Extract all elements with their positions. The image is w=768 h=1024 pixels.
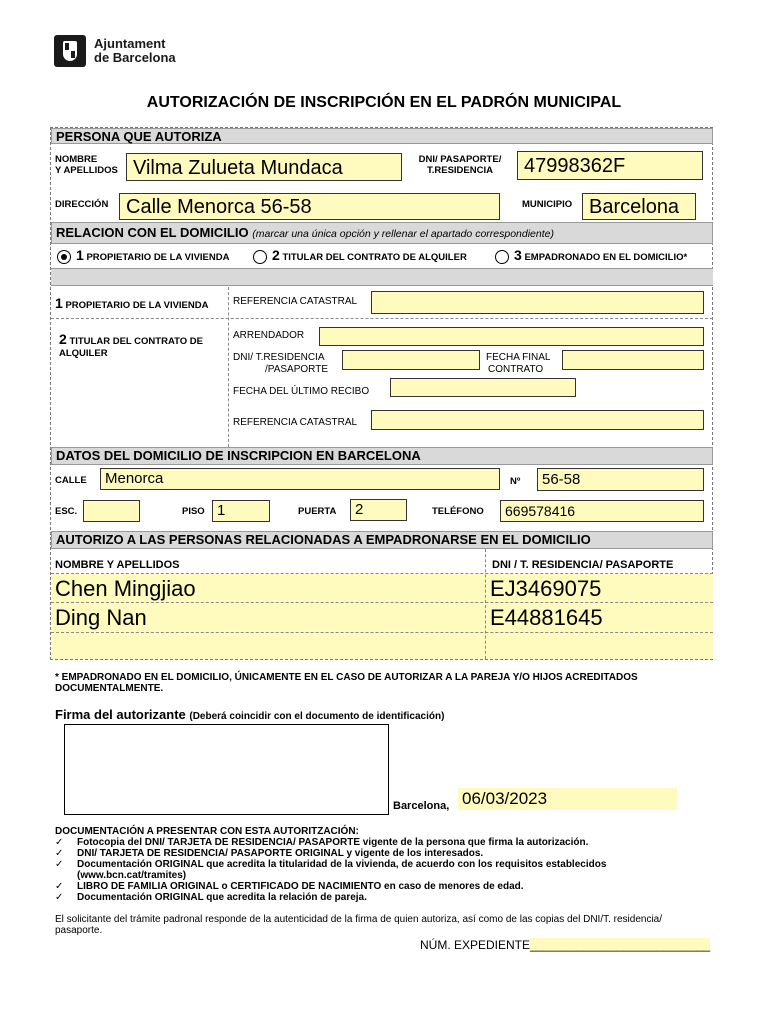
calle-field[interactable]: Menorca — [100, 468, 500, 490]
divider-band — [51, 268, 713, 286]
nombre-label: NOMBRE Y APELLIDOS — [55, 154, 118, 176]
doc-item-text: Documentación ORIGINAL que acredita la titularidad de la vivienda, de acuerdo con los requisitos establecidos (www.bcn.cat/tramites) — [77, 859, 607, 881]
doc-item — [55, 892, 675, 903]
nombre-field[interactable]: Vilma Zulueta Mundaca — [126, 153, 402, 181]
calle-label: CALLE — [55, 475, 87, 486]
expediente — [420, 938, 710, 952]
dni-field[interactable]: 47998362F — [517, 151, 703, 180]
col-nombre-header: NOMBRE Y APELLIDOS — [55, 559, 180, 571]
dni-tres-label: DNI/ T.RESIDENCIA — [233, 352, 325, 363]
arrendador-label: ARRENDADOR — [233, 330, 305, 341]
autorizado-1-nombre[interactable]: Chen Mingjiao — [55, 576, 196, 601]
fecha-final-field[interactable] — [562, 350, 704, 370]
doc-item-text: DNI/ TARJETA DE RESIDENCIA/ PASAPORTE ORIGINAL y vigente de los interesados. — [77, 848, 484, 859]
municipio-field[interactable]: Barcelona — [582, 193, 696, 220]
option-3-num: 3 — [514, 247, 522, 263]
logo-line-2: de Barcelona — [94, 50, 176, 65]
prop-num: 1 — [55, 295, 63, 311]
ref-catastral2-label: REFERENCIA CATASTRAL — [233, 417, 358, 428]
empadronado-note: * EMPADRONADO EN EL DOMICILIO, ÚNICAMENTE EN EL CASO DE AUTORIZAR A LA PAREJA Y/O HIJOS ACREDITADOS DOCUMENTALMENTE. — [55, 672, 638, 694]
doc-item — [55, 881, 675, 892]
esc-label: ESC. — [55, 506, 78, 517]
option-2-num: 2 — [272, 247, 280, 263]
relacion-note: (marcar una única opción y rellenar el apartado correspondiente) — [252, 228, 554, 240]
fecha-recibo-field[interactable] — [390, 378, 576, 397]
piso-field[interactable]: 1 — [212, 500, 270, 522]
doc-item — [55, 837, 675, 848]
radio-propietario[interactable] — [57, 250, 71, 264]
tit-num: 2 — [59, 331, 67, 347]
autorizados-header-divider — [51, 573, 713, 574]
autorizado-1-dni[interactable]: EJ3469075 — [490, 576, 602, 601]
section-autorizo: AUTORIZO A LAS PERSONAS RELACIONADAS A EMPADRONARSE EN EL DOMICILIO — [51, 531, 713, 549]
signature-box[interactable] — [64, 724, 389, 815]
check-icon: ✓ — [55, 892, 64, 903]
autorizados-col-divider — [485, 549, 486, 659]
option-propietario — [76, 249, 229, 264]
section-relacion — [51, 222, 713, 244]
autorizado-2-nombre[interactable]: Ding Nan — [55, 605, 147, 630]
arrendador-dni-field[interactable] — [342, 350, 480, 370]
dni-label: DNI/ PASAPORTE/ T.RESIDENCIA — [418, 154, 502, 176]
arrendador-field[interactable] — [319, 327, 704, 346]
tit-label: TITULAR DEL CONTRATO DE ALQUILER — [59, 336, 203, 359]
section-domicilio: DATOS DEL DOMICILIO DE INSCRIPCION EN BARCELONA — [51, 447, 713, 465]
option-3-label: EMPADRONADO EN EL DOMICILIO* — [524, 252, 688, 263]
num-field[interactable]: 56-58 — [537, 468, 704, 491]
ref-catastral2-field[interactable] — [371, 410, 704, 430]
expediente-label: NÚM. EXPEDIENTE — [420, 938, 531, 952]
check-icon: ✓ — [55, 848, 64, 859]
telefono-field[interactable]: 669578416 — [500, 500, 704, 522]
ajuntament-logo-text — [94, 37, 176, 65]
relacion-title: RELACION CON EL DOMICILIO — [56, 225, 249, 240]
check-icon: ✓ — [55, 859, 64, 870]
municipio-label: MUNICIPIO — [522, 199, 573, 210]
option-1-num: 1 — [76, 247, 84, 263]
section-persona: PERSONA QUE AUTORIZA — [51, 128, 713, 144]
fecha-field[interactable]: 06/03/2023 — [458, 788, 677, 810]
puerta-field[interactable]: 2 — [350, 499, 407, 521]
page-title: AUTORIZACIÓN DE INSCRIPCIÓN EN EL PADRÓN MUNICIPAL — [146, 94, 622, 111]
ajuntament-logo-icon — [54, 35, 86, 67]
autorizados-row-divider-1 — [51, 602, 713, 603]
option-titular — [272, 249, 467, 264]
expediente-field[interactable]: ___________________________ — [530, 938, 711, 952]
doc-list — [55, 837, 675, 903]
fecha-final-label: FECHA FINAL — [486, 352, 551, 363]
piso-label: PISO — [182, 506, 205, 517]
tit-heading — [59, 333, 224, 360]
prop-heading — [55, 297, 208, 312]
fecha-recibo-label: FECHA DEL ÚLTIMO RECIBO — [233, 386, 370, 397]
pasaporte-label: /PASAPORTE — [265, 364, 328, 375]
direccion-field[interactable]: Calle Menorca 56-58 — [119, 193, 500, 220]
radio-empadronado[interactable] — [495, 250, 509, 264]
autorizados-row-divider-2 — [51, 632, 713, 633]
ref-catastral-label: REFERENCIA CATASTRAL — [233, 296, 358, 307]
doc-item-text: Documentación ORIGINAL que acredita la relación de pareja. — [77, 892, 367, 903]
ref-catastral-field[interactable] — [371, 291, 704, 314]
check-icon: ✓ — [55, 881, 64, 892]
option-1-label: PROPIETARIO DE LA VIVIENDA — [86, 252, 230, 263]
firma-heading — [55, 707, 444, 722]
doc-item-text: Fotocopia del DNI/ TARJETA DE RESIDENCIA/ PASAPORTE vigente de la persona que firma la autorización. — [77, 837, 589, 848]
esc-field[interactable] — [83, 500, 140, 522]
radio-titular[interactable] — [253, 250, 267, 264]
doc-title: DOCUMENTACIÓN A PRESENTAR CON ESTA AUTORITZACIÓN: — [55, 826, 359, 837]
firma-note: (Deberá coincidir con el documento de identificación) — [189, 711, 445, 722]
column-divider — [228, 287, 229, 447]
direccion-label: DIRECCIÓN — [55, 199, 109, 210]
contrato-label: CONTRATO — [488, 364, 544, 375]
option-empadronado — [514, 249, 687, 264]
puerta-label: PUERTA — [298, 506, 337, 517]
barcelona-label: Barcelona, — [393, 800, 450, 812]
autorizado-2-dni[interactable]: E44881645 — [490, 605, 603, 630]
doc-item — [55, 859, 675, 881]
telefono-label: TELÉFONO — [432, 506, 484, 517]
row-divider — [51, 318, 713, 319]
doc-item-text: LIBRO DE FAMILIA ORIGINAL o CERTIFICADO DE NACIMIENTO en caso de menores de edad. — [77, 881, 524, 892]
prop-label: PROPIETARIO DE LA VIVIENDA — [65, 300, 209, 311]
col-dni-header: DNI / T. RESIDENCIA/ PASAPORTE — [492, 559, 674, 571]
option-2-label: TITULAR DEL CONTRATO DE ALQUILER — [282, 252, 467, 263]
num-label: Nº — [510, 476, 521, 487]
disclaimer: El solicitante del trámite padronal responde de la autenticidad de la firma de quien autoriza, así como de las copias del DNI/T. residencia/ pasaporte. — [55, 914, 663, 936]
check-icon: ✓ — [55, 837, 64, 848]
firma-label: Firma del autorizante — [55, 707, 186, 722]
logo-line-1: Ajuntament — [94, 36, 166, 51]
doc-item — [55, 848, 675, 859]
